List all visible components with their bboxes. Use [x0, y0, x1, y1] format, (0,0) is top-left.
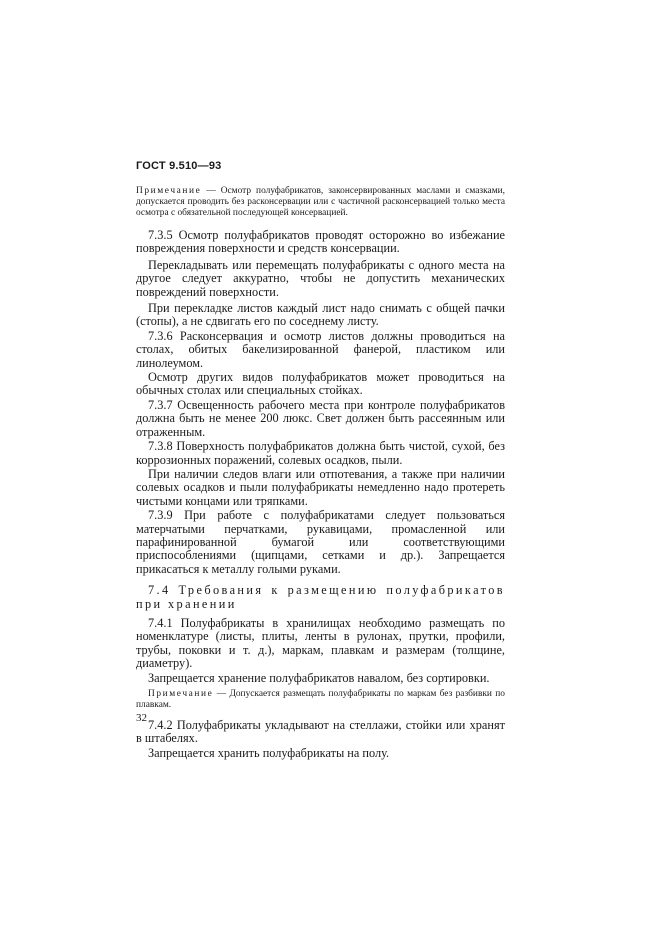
paragraph-no-floor: Запрещается хранить полуфабрикаты на полу. — [148, 745, 390, 760]
paragraph-moving: Перекладывать или перемещать полуфабрикаты с одного места на другое следует аккуратно, чтобы не допустить механических повреждений поверхности. — [136, 257, 505, 299]
note-text: — Допускается размещать полуфабрикаты по маркам без разбивки по плавкам. — [136, 689, 505, 710]
paragraph-7-4-1: 7.4.1 Полуфабрикаты в хранилищах необходимо размещать по номенклатуре (листы, плиты, ленты в рулонах, прутки, профили, трубы, поковки и т. д.), маркам, плавкам и размерам (толщине, диаметру). — [136, 615, 505, 671]
paragraph-other-inspection: Осмотр других видов полуфабрикатов может проводиться на обычных столах или специальных стойках. — [136, 370, 505, 398]
paragraph-7-3-9: 7.3.9 При работе с полуфабрикатами следует пользоваться матерчатыми перчатками, рукавицами, промасленной или парафинированной бумагой или соответствующими приспособлениями (щипцами, сетками и др.). Запрещается прикасаться к металлу голыми руками. — [136, 508, 505, 576]
paragraph-sheets: При перекладке листов каждый лист надо снимать с общей пачки (стопы), а не сдвигать его по соседнему листу. — [136, 301, 505, 329]
paragraph-no-bulk: Запрещается хранение полуфабрикатов навалом, без сортировки. — [148, 670, 490, 685]
note-placement — [136, 689, 505, 711]
note-label: Примечание — [148, 689, 214, 699]
paragraph-7-3-6: 7.3.6 Расконсервация и осмотр листов должны проводиться на столах, обитых бакелизированной фанерой, пластиком или линолеумом. — [136, 328, 505, 370]
paragraph-7-3-8: 7.3.8 Поверхность полуфабрикатов должна быть чистой, сухой, без коррозионных поражений, солевых осадков, пыли. — [136, 439, 505, 467]
document-header: ГОСТ 9.510—93 — [136, 160, 222, 172]
section-heading-7-4: 7.4 Требования к размещению полуфабрикатов при хранении — [136, 583, 505, 611]
note-text: — Осмотр полуфабрикатов, законсервированных маслами и смазками, допускается проводить без расконсервации или с частичной расконсервацией только места осмотра с обязательной последующей консервацией. — [136, 186, 505, 218]
paragraph-7-4-2: 7.4.2 Полуфабрикаты укладывают на стеллажи, стойки или хранят в штабелях. — [136, 718, 505, 746]
note-label: Примечание — [136, 186, 202, 196]
note-consrvation — [136, 186, 505, 219]
document-page — [136, 160, 505, 761]
paragraph-moisture: При наличии следов влаги или отпотевания, а также при наличии солевых осадков и пыли полуфабрикаты немедленно надо протереть чистыми концами или тряпками. — [136, 466, 505, 508]
page-number: 32 — [136, 712, 147, 724]
paragraph-7-3-7: 7.3.7 Освещенность рабочего места при контроле полуфабрикатов должна быть не менее 200 люкс. Свет должен быть рассеянным или отраженным. — [136, 397, 505, 439]
paragraph-7-3-5: 7.3.5 Осмотр полуфабрикатов проводят осторожно во избежание повреждения поверхности и средств консервации. — [136, 228, 505, 256]
